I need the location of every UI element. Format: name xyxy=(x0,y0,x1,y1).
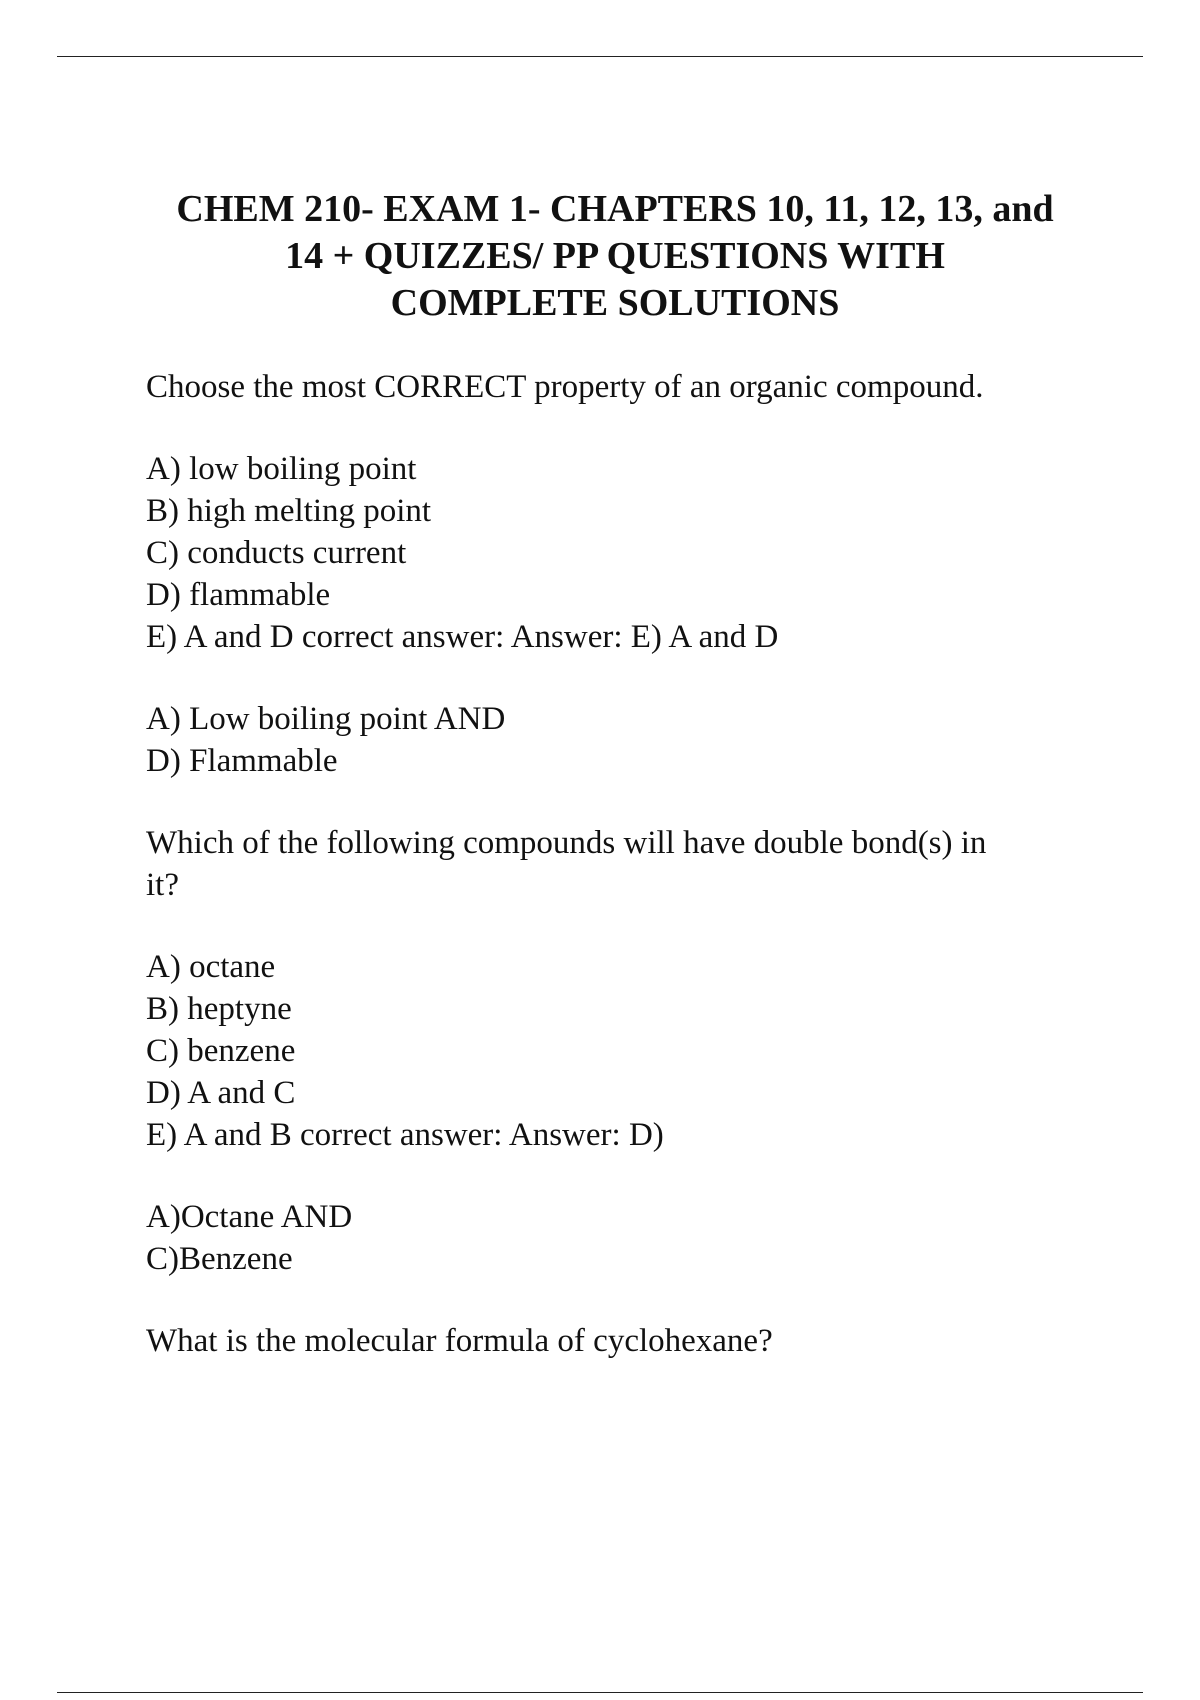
explanation-line: D) Flammable xyxy=(146,743,338,779)
document-body xyxy=(146,366,1106,1362)
question-2 xyxy=(146,822,1106,906)
option-e-answer: E) A and B correct answer: Answer: D) xyxy=(146,1117,664,1153)
option-b: B) heptyne xyxy=(146,991,292,1027)
question-2-options xyxy=(146,946,1106,1156)
option-a: A) octane xyxy=(146,949,276,985)
option-a: A) low boiling point xyxy=(146,451,417,487)
question-3: What is the molecular formula of cyclohexane? xyxy=(146,1323,773,1359)
option-c: C) conducts current xyxy=(146,535,407,571)
explanation-line: A)Octane AND xyxy=(146,1199,353,1235)
option-e-answer: E) A and D correct answer: Answer: E) A and D xyxy=(146,619,779,655)
option-b: B) high melting point xyxy=(146,493,432,529)
title-line: CHEM 210- EXAM 1- CHAPTERS 10, 11, 12, 13, and xyxy=(176,188,1054,230)
option-d: D) flammable xyxy=(146,577,331,613)
footer-rule xyxy=(57,1692,1143,1693)
question-1-explanation xyxy=(146,698,1106,782)
option-d: D) A and C xyxy=(146,1075,296,1111)
question-1-options xyxy=(146,448,1106,658)
option-c: C) benzene xyxy=(146,1033,296,1069)
document-title xyxy=(120,186,1110,327)
question-line: it? xyxy=(146,867,179,903)
header-rule xyxy=(57,56,1143,57)
question-1: Choose the most CORRECT property of an organic compound. xyxy=(146,369,984,405)
title-line: 14 + QUIZZES/ PP QUESTIONS WITH xyxy=(285,235,945,277)
question-2-explanation xyxy=(146,1196,1106,1280)
title-line: COMPLETE SOLUTIONS xyxy=(390,282,840,324)
explanation-line: A) Low boiling point AND xyxy=(146,701,506,737)
question-line: Which of the following compounds will have double bond(s) in xyxy=(146,825,987,861)
explanation-line: C)Benzene xyxy=(146,1241,293,1277)
